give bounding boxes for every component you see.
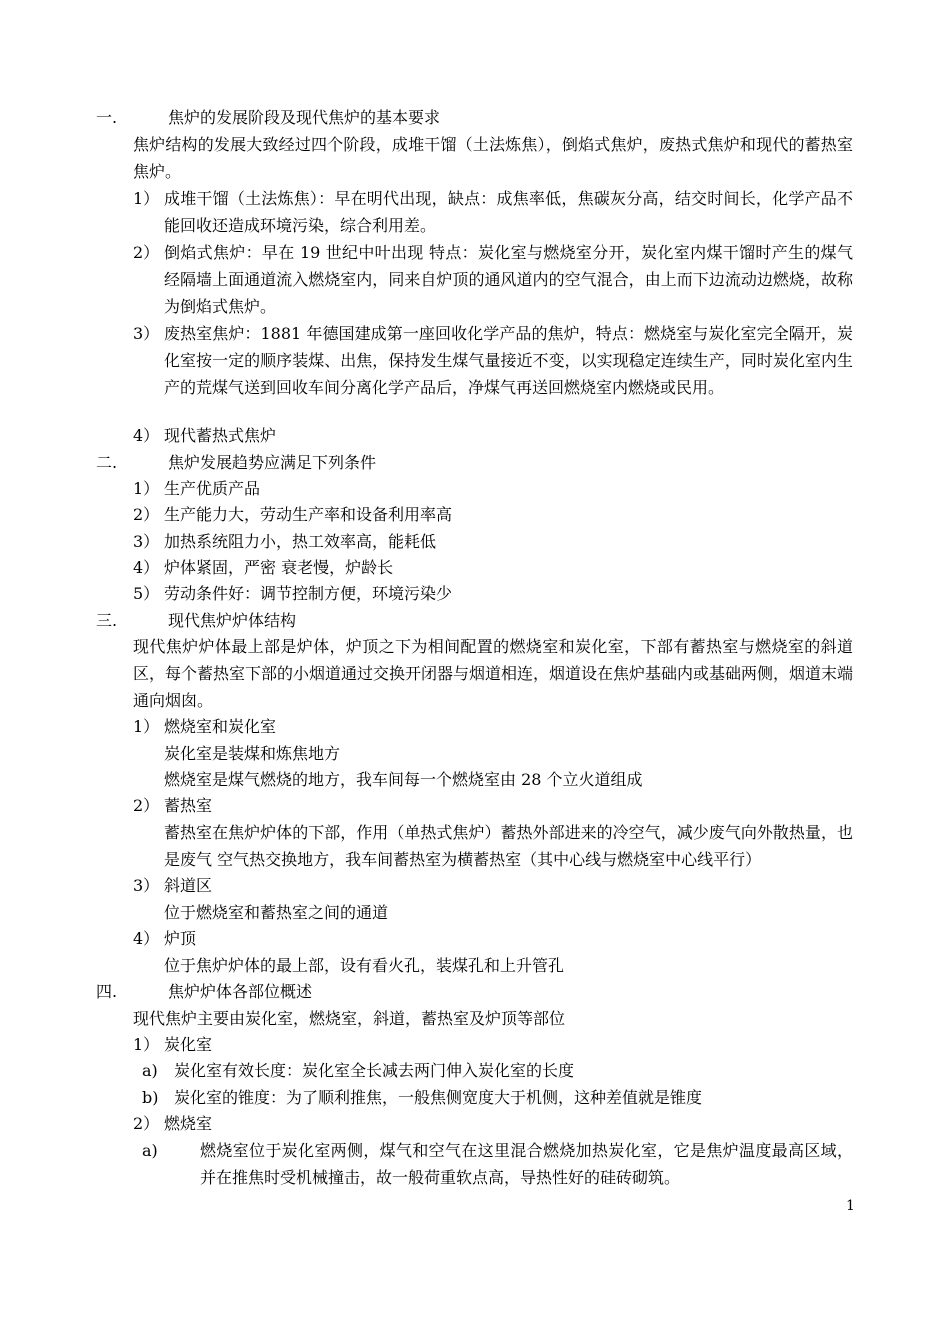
s4-item-1-sub-a-text: 炭化室有效长度：炭化室全长减去两门伸入炭化室的长度 bbox=[174, 1061, 575, 1080]
s3-item-4-number: 4） bbox=[133, 929, 160, 948]
section-4-intro: 现代焦炉主要由炭化室，燃烧室，斜道，蓄热室及炉顶等部位 bbox=[133, 1009, 566, 1028]
s1-item-4-text: 现代蓄热式焦炉 bbox=[164, 426, 277, 445]
s1-item-1-text: 成堆干馏（土法炼焦）：早在明代出现，缺点：成焦率低，焦碳灰分高，结交时间长，化学产品不能回收还造成环境污染，综合利用差。 bbox=[164, 189, 853, 235]
s3-item-1-body-2: 燃烧室是煤气燃烧的地方，我车间每一个燃烧室由 28 个立火道组成 bbox=[164, 770, 643, 789]
s2-item-1-number: 1） bbox=[133, 479, 160, 498]
section-1-intro: 焦炉结构的发展大致经过四个阶段，成堆干馏（土法炼焦），倒焰式焦炉，废热式焦炉和现代的蓄热室焦炉。 bbox=[133, 135, 853, 181]
s4-item-2-title: 燃烧室 bbox=[164, 1114, 213, 1133]
s3-item-2-number: 2） bbox=[133, 796, 160, 815]
s2-item-3-text: 加热系统阻力小，热工效率高，能耗低 bbox=[164, 532, 437, 551]
s2-item-4-number: 4） bbox=[133, 558, 160, 577]
s1-item-4-number: 4） bbox=[133, 426, 160, 445]
s2-item-5-text: 劳动条件好：调节控制方便，环境污染少 bbox=[164, 584, 453, 603]
s1-item-1-number: 1） bbox=[133, 189, 160, 208]
section-1-number: 一. bbox=[96, 108, 118, 127]
s1-item-2-number: 2） bbox=[133, 243, 160, 262]
section-3-intro: 现代焦炉炉体最上部是炉体，炉顶之下为相间配置的燃烧室和炭化室，下部有蓄热室与燃烧室的斜道区，每个蓄热室下部的小烟道通过交换开闭器与烟道相连，烟道设在焦炉基础内或基础两侧，烟道末端通向烟囱。 bbox=[133, 637, 854, 710]
s3-item-2-body: 蓄热室在焦炉炉体的下部，作用（单热式焦炉）蓄热外部进来的冷空气，减少废气向外散热量，也是废气 空气热交换地方，我车间蓄热室为横蓄热室（其中心线与燃烧室中心线平行） bbox=[164, 823, 853, 869]
s4-item-2-sub-a-label: a) bbox=[142, 1141, 158, 1160]
section-2-number: 二. bbox=[96, 453, 118, 472]
s3-item-3-number: 3） bbox=[133, 876, 160, 895]
section-3-title: 现代焦炉炉体结构 bbox=[168, 611, 297, 630]
s4-item-1-sub-b-label: b) bbox=[142, 1088, 159, 1107]
s2-item-5-number: 5） bbox=[133, 584, 160, 603]
s1-item-2-text: 倒焰式焦炉：早在 19 世纪中叶出现 特点：炭化室与燃烧室分开，炭化室内煤干馏时产生的煤气经隔墙上面通道流入燃烧室内，同来自炉顶的通风道内的空气混合，由上而下边流动边燃烧，故称为倒焰式焦炉。 bbox=[164, 243, 853, 316]
section-2-title: 焦炉发展趋势应满足下列条件 bbox=[168, 453, 377, 472]
section-4-number: 四. bbox=[96, 982, 118, 1001]
section-4-title: 焦炉炉体各部位概述 bbox=[168, 982, 313, 1001]
s2-item-2-number: 2） bbox=[133, 505, 160, 524]
section-1-title: 焦炉的发展阶段及现代焦炉的基本要求 bbox=[168, 108, 441, 127]
s4-item-1-title: 炭化室 bbox=[164, 1035, 213, 1054]
s1-item-3-number: 3） bbox=[133, 324, 160, 343]
section-3-number: 三. bbox=[96, 611, 118, 630]
s2-item-2-text: 生产能力大，劳动生产率和设备利用率高 bbox=[164, 505, 453, 524]
s2-item-4-text: 炉体紧固，严密 衰老慢，炉龄长 bbox=[164, 558, 394, 577]
s3-item-1-title: 燃烧室和炭化室 bbox=[164, 717, 277, 736]
s4-item-2-number: 2） bbox=[133, 1114, 160, 1133]
s2-item-3-number: 3） bbox=[133, 532, 160, 551]
s3-item-1-number: 1） bbox=[133, 717, 160, 736]
s3-item-1-body-1: 炭化室是装煤和炼焦地方 bbox=[164, 744, 341, 763]
s4-item-1-number: 1） bbox=[133, 1035, 160, 1054]
s1-item-3-text: 废热室焦炉：1881 年德国建成第一座回收化学产品的焦炉，特点：燃烧室与炭化室完全隔开，炭化室按一定的顺序装煤、出焦，保持发生煤气量接近不变，以实现稳定连续生产，同时炭化室内生产的荒煤气送到回收车间分离化学产品后，净煤气再送回燃烧室内燃烧或民用。 bbox=[164, 324, 853, 397]
s3-item-3-title: 斜道区 bbox=[164, 876, 213, 895]
s3-item-2-title: 蓄热室 bbox=[164, 796, 213, 815]
s4-item-2-sub-a-text: 燃烧室位于炭化室两侧，煤气和空气在这里混合燃烧加热炭化室，它是焦炉温度最高区域，并在推焦时受机械撞击，故一般荷重软点高，导热性好的硅砖砌筑。 bbox=[200, 1141, 853, 1187]
s2-item-1-text: 生产优质产品 bbox=[164, 479, 261, 498]
s4-item-1-sub-b-text: 炭化室的锥度：为了顺利推焦，一般焦侧宽度大于机侧，这种差值就是锥度 bbox=[174, 1088, 703, 1107]
s3-item-3-body: 位于燃烧室和蓄热室之间的通道 bbox=[164, 903, 389, 922]
s3-item-4-body: 位于焦炉炉体的最上部，设有看火孔，装煤孔和上升管孔 bbox=[164, 956, 565, 975]
s3-item-4-title: 炉顶 bbox=[164, 929, 197, 948]
s4-item-1-sub-a-label: a) bbox=[142, 1061, 158, 1080]
page-number: 1 bbox=[846, 1198, 855, 1214]
